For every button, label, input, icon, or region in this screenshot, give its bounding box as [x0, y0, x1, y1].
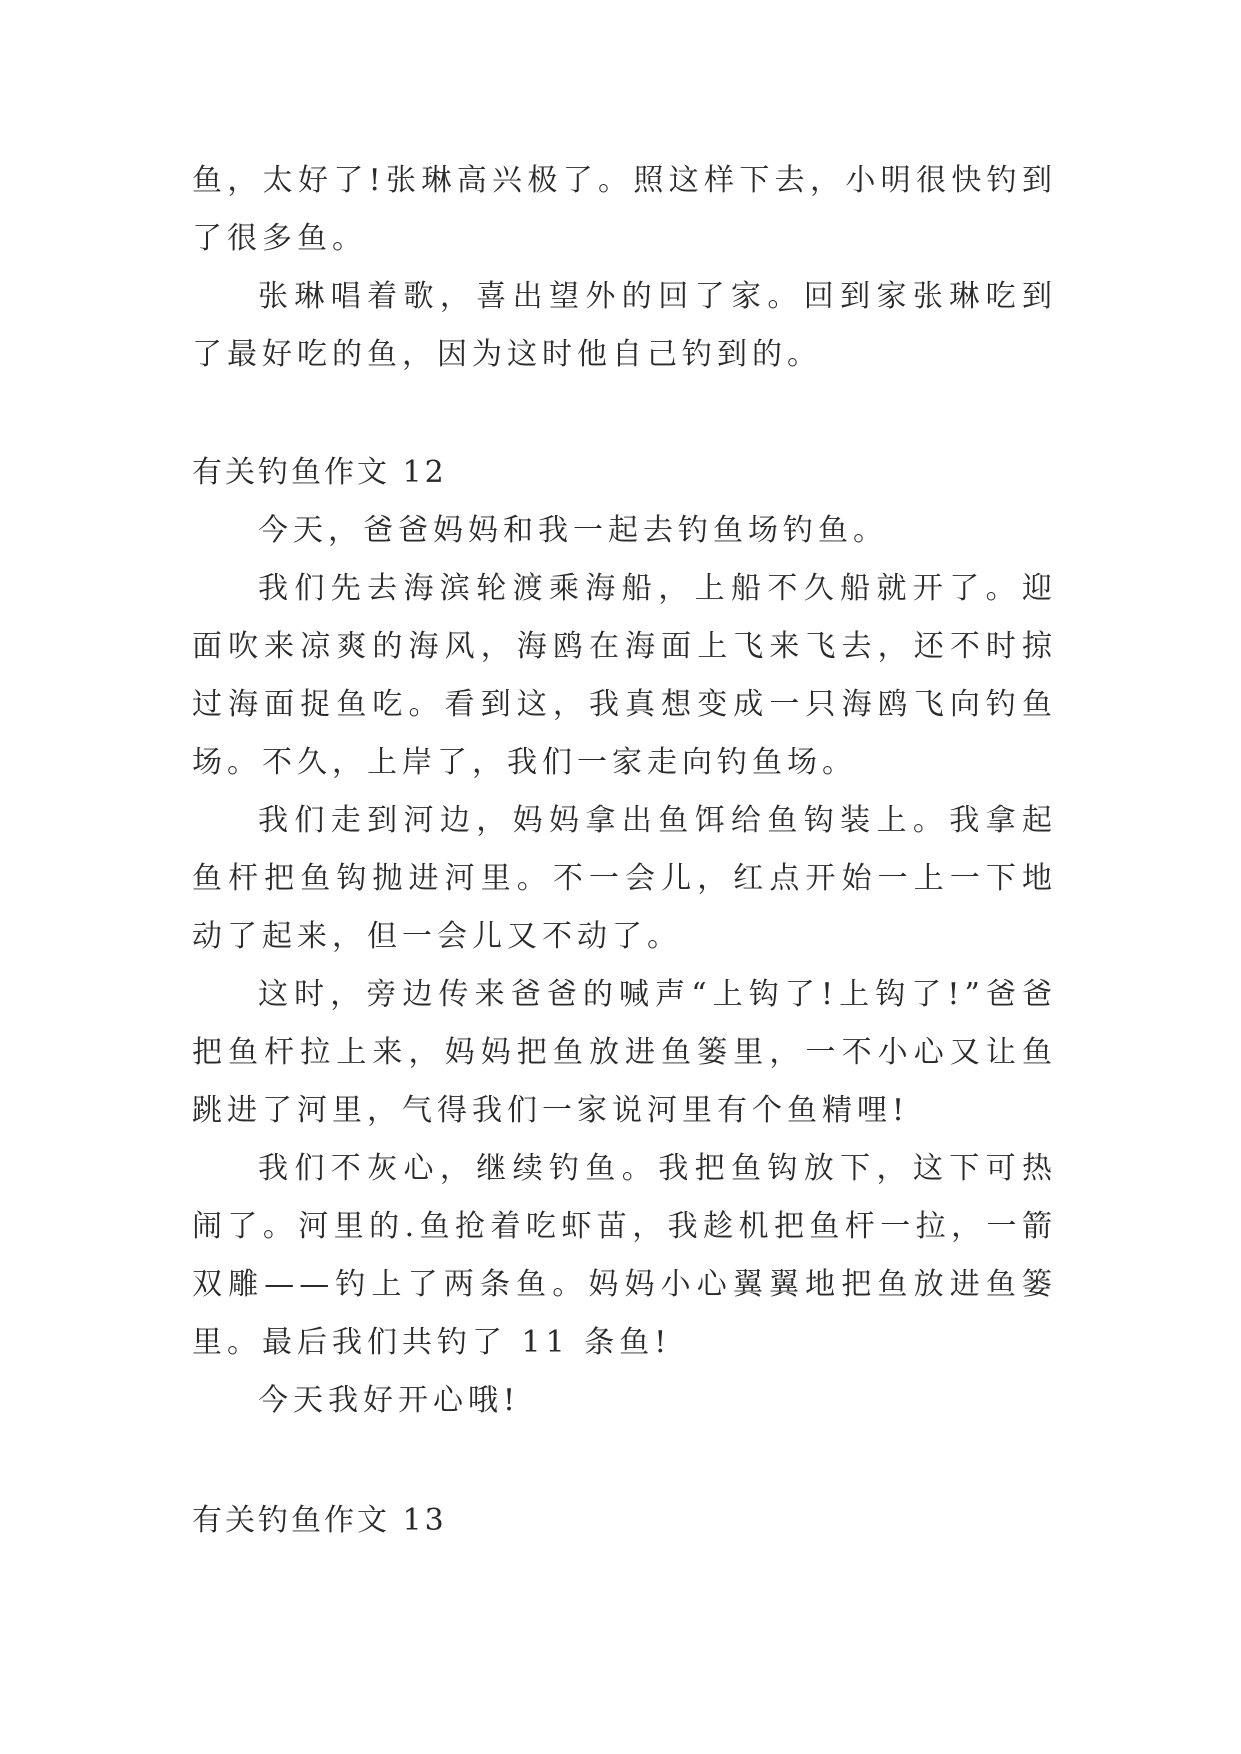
section-spacer [192, 1430, 1057, 1492]
paragraph: 今天，爸爸妈妈和我一起去钓鱼场钓鱼。 [258, 513, 888, 548]
paragraph: 我们走到河边，妈妈拿出鱼饵给鱼钩装上。我拿起鱼杆把鱼钩抛进河里。不一会儿，红点开始一上一下地动了起来，但一会儿又不动了。 [192, 803, 1057, 954]
paragraph: 鱼，太好了!张琳高兴极了。照这样下去，小明很快钓到了很多鱼。 [192, 163, 1057, 256]
section-heading: 有关钓鱼作文 13 [192, 1503, 447, 1538]
paragraph: 我们不灰心，继续钓鱼。我把鱼钩放下，这下可热闹了。河里的.鱼抢着吃虾苗，我趁机把鱼杆一拉，一箭双雕——钓上了两条鱼。妈妈小心翼翼地把鱼放进鱼篓里。最后我们共钓了 11 条鱼! [192, 1151, 1057, 1360]
paragraph: 我们先去海滨轮渡乘海船，上船不久船就开了。迎面吹来凉爽的海风，海鸥在海面上飞来飞去，还不时掠过海面捉鱼吃。看到这，我真想变成一只海鸥飞向钓鱼场。不久，上岸了，我们一家走向钓鱼场。 [192, 571, 1057, 780]
paragraph: 今天我好开心哦! [258, 1383, 521, 1418]
section-heading: 有关钓鱼作文 12 [192, 455, 447, 490]
section-spacer [192, 384, 1057, 444]
document-body [192, 152, 1057, 1550]
paragraph: 张琳唱着歌，喜出望外的回了家。回到家张琳吃到了最好吃的鱼，因为这时他自己钓到的。 [192, 279, 1057, 372]
paragraph: 这时，旁边传来爸爸的喊声“上钩了!上钩了!”爸爸把鱼杆拉上来，妈妈把鱼放进鱼篓里，一不小心又让鱼跳进了河里，气得我们一家说河里有个鱼精哩! [192, 977, 1057, 1128]
